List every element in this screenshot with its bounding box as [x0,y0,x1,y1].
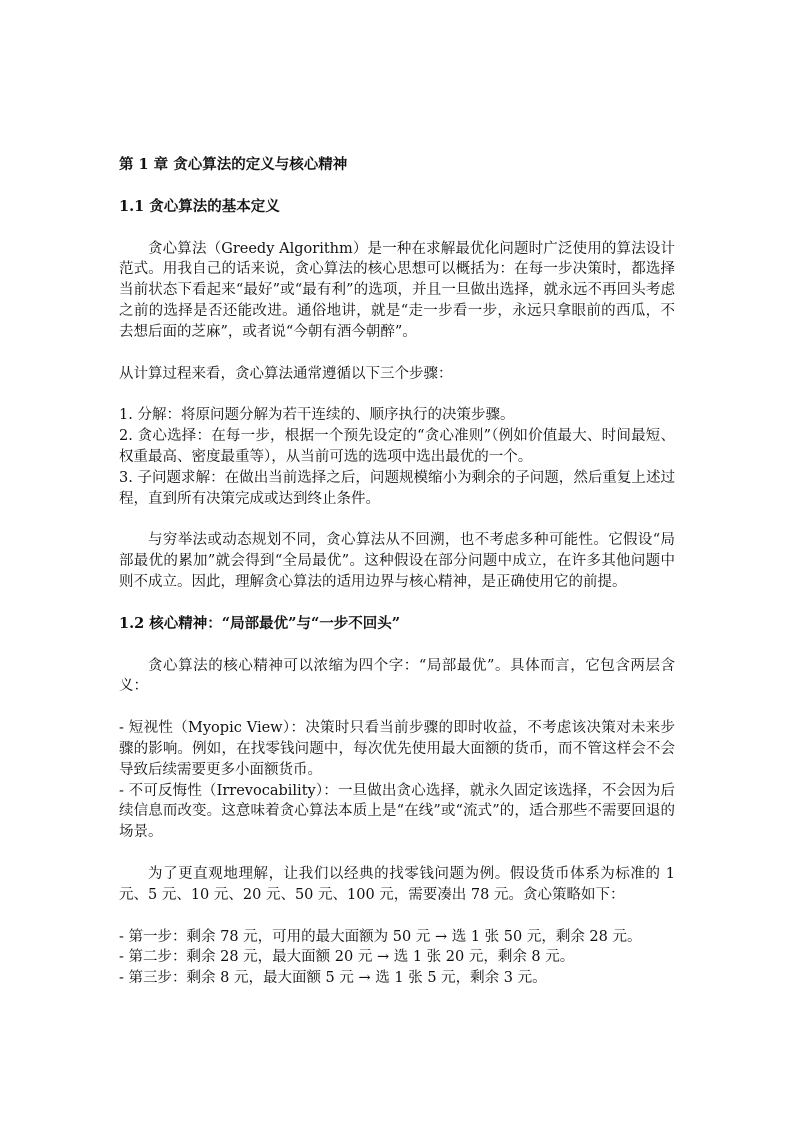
chapter-title: 第 1 章 贪心算法的定义与核心精神 [119,156,348,173]
list-item: - 第一步：剩余 78 元，可用的最大面额为 50 元 → 选 1 张 50 元，剩余 28 元。 [119,928,642,945]
list-item: - 第二步：剩余 28 元，最大面额 20 元 → 选 1 张 20 元，剩余 8 元。 [119,949,575,966]
list-item: 2. 贪心选择：在每一步，根据一个预先设定的“贪心准则”（例如价值最大、时间最短、权重最高、密度最重等），从当前可选的选项中选出最优的一个。 [119,428,675,465]
steps-list [119,405,675,509]
list-item: - 短视性（Myopic View）：决策时只看当前步骤的即时收益，不考虑该决策对未来步骤的影响。例如，在找零钱问题中，每次优先使用最大面额的货币，而不管这样会不会导致后续需要更多小面额货币。 [119,720,675,778]
section-1-title: 1.1 贪心算法的基本定义 [119,197,280,215]
section-2-paragraph-2: 为了更直观地理解，让我们以经典的找零钱问题为例。假设货币体系为标准的 1 元、5 元、10 元、20 元、50 元、100 元，需要凑出 78 元。贪心策略如下： [119,865,675,903]
document-page [119,155,675,989]
section-2-title: 1.2 核心精神：“局部最优”与“一步不回头” [119,614,401,632]
meaning-list [119,718,675,843]
list-item: - 不可反悔性（Irrevocability）：一旦做出贪心选择，就永久固定该选择，不会因为后续信息而改变。这意味着贪心算法本质上是“在线”或“流式”的，适合那些不需要回退的场景。 [119,782,675,841]
section-1-paragraph-1: 贪心算法（Greedy Algorithm）是一种在求解最优化问题时广泛使用的算法设计范式。用我自己的话来说，贪心算法的核心思想可以概括为：在每一步决策时，都选择当前状态下看起来“最好”或“最有利”的选项，并且一旦做出选择，就永远不再回头考虑之前的选择是否还能改进。通俗地讲，就是“走一步看一步，永远只拿眼前的西瓜，不去想后面的芝麻”，或者说“今朝有酒今朝醉”。 [119,240,675,340]
section-1-paragraph-2: 从计算过程来看，贪心算法通常遵循以下三个步骤： [119,365,453,382]
example-list [119,927,675,989]
section-2-paragraph-1: 贪心算法的核心精神可以浓缩为四个字：“局部最优”。具体而言，它包含两层含义： [119,657,675,695]
list-item: 1. 分解：将原问题分解为若干连续的、顺序执行的决策步骤。 [119,407,515,424]
section-1-paragraph-3: 与穷举法或动态规划不同，贪心算法从不回溯，也不考虑多种可能性。它假设“局部最优的累加”就会得到“全局最优”。这种假设在部分问题中成立，在许多其他问题中则不成立。因此，理解贪心算法的适用边界与核心精神，是正确使用它的前提。 [119,532,675,590]
list-item: - 第三步：剩余 8 元，最大面额 5 元 → 选 1 张 5 元，剩余 3 元。 [119,970,547,987]
list-item: 3. 子问题求解：在做出当前选择之后，问题规模缩小为剩余的子问题，然后重复上述过程，直到所有决策完成或达到终止条件。 [119,469,675,507]
